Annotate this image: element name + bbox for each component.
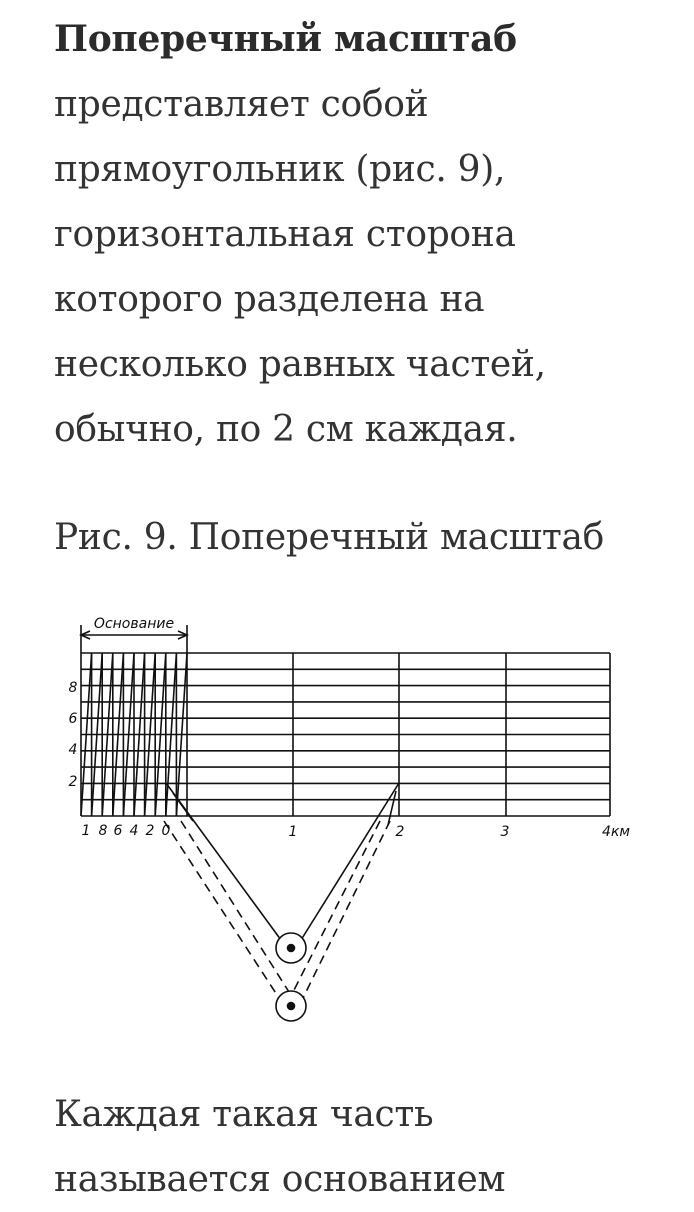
base-tick-label: 0 — [161, 823, 171, 839]
main-tick-label: 2 — [395, 824, 405, 840]
base-tick-label: 4 — [129, 823, 139, 839]
divider-leg-dashed — [161, 821, 279, 998]
divider-leg — [301, 783, 399, 940]
row-tick-label: 4 — [68, 742, 78, 758]
divider-leg-dashed — [303, 821, 390, 998]
divider-hinge-pin — [288, 945, 295, 952]
paragraph-line: прямоугольник (рис. 9), — [54, 149, 506, 190]
divider-leg-dashed — [181, 821, 289, 992]
row-tick-label: 2 — [68, 774, 78, 790]
paragraph-line: называется основанием — [54, 1159, 506, 1200]
base-tick-label: 8 — [98, 823, 108, 839]
paragraph-line: горизонтальная сторона — [54, 214, 516, 255]
main-tick-label: 3 — [500, 824, 510, 840]
paragraph-line: Каждая такая часть — [54, 1094, 434, 1135]
intro-paragraph — [54, 7, 674, 462]
row-tick-label: 6 — [68, 711, 78, 727]
paragraph-line: обычно, по 2 см каждая. — [54, 409, 518, 450]
divider-leg-dashed — [293, 821, 380, 992]
base-tick-label: 6 — [113, 823, 123, 839]
paragraph-line: несколько равных частей, — [54, 344, 546, 385]
main-tick-label: 4км — [602, 824, 630, 840]
main-tick-label: 1 — [288, 824, 298, 840]
transverse-scale-figure — [60, 595, 650, 1045]
figure-caption: Рис. 9. Поперечный масштаб — [54, 517, 605, 558]
paragraph-line: представляет собой — [54, 84, 429, 125]
continuation-paragraph — [54, 1082, 674, 1212]
base-tick-label: 2 — [145, 823, 155, 839]
base-label: Основание — [93, 616, 175, 632]
row-tick-label: 8 — [68, 680, 78, 696]
divider-tip — [388, 791, 396, 825]
transverse-scale-drawing — [60, 595, 650, 1045]
divider-hinge-pin — [288, 1003, 295, 1010]
paragraph-line: которого разделена на — [54, 279, 485, 320]
term-bold: Поперечный масштаб — [54, 18, 517, 60]
base-tick-label: 1 — [81, 823, 91, 839]
